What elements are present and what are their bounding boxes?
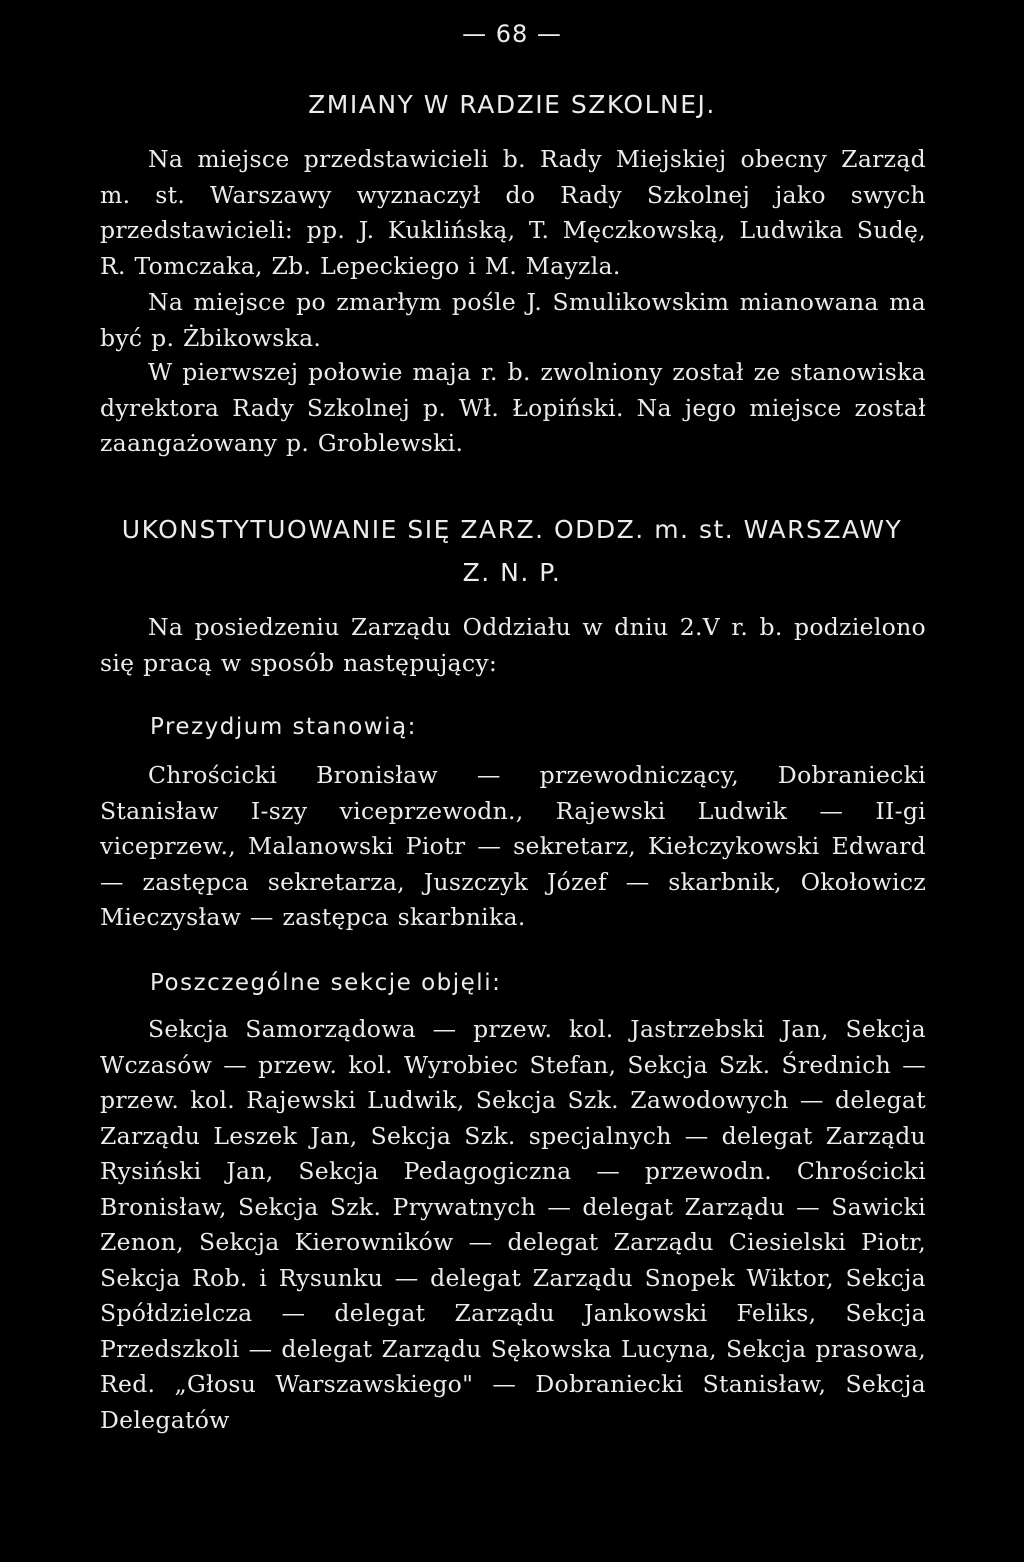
paragraph-text: W pierwszej połowie maja r. b. zwolniony został ze stanowiska dyrektora Rady Szkolnej p. Wł. Łopiński. Na jego miejsce został zaangażowany p. Groblewski. — [100, 358, 926, 457]
page-number: — 68 — — [462, 20, 562, 48]
paragraph-presidium-members — [100, 758, 926, 936]
paragraph-text: Sekcja Samorządowa — przew. kol. Jastrzebski Jan, Sekcja Wczasów — przew. kol. Wyrobiec Stefan, Sekcja Szk. Średnich — przew. kol. Rajewski Ludwik, Sekcja Szk. Zawodowych — delegat Zarządu Leszek Jan, Sekcja Szk. specjalnych — delegat Zarządu Rysiński Jan, Sekcja Pedagogiczna — przewodn. Chrościcki Bronisław, Sekcja Szk. Prywatnych — delegat Zarządu — Sawicki Zenon, Sekcja Kierowników — delegat Zarządu Ciesielski Piotr, Sekcja Rob. i Rysunku — delegat Zarządu Snopek Wiktor, Sekcja Spółdzielcza — delegat Zarządu Jankowski Feliks, Sekcja Przedszkoli — delegat Zarządu Sękowska Lucyna, Sekcja prasowa, Red. „Głosu Warszawskiego" — Dobraniecki Stanisław, Sekcja Delegatów — [100, 1015, 926, 1434]
paragraph-council-representatives — [100, 142, 926, 284]
paragraph-text: Na miejsce przedstawicieli b. Rady Miejskiej obecny Zarząd m. st. Warszawy wyznaczył do Rady Szkolnej jako swych przedstawicieli: pp. J. Kuklińską, T. Męczkowską, Ludwika Sudę, R. Tomczaka, Zb. Lepeckiego i M. Mayzla. — [100, 145, 926, 280]
section-heading-board-constitution: UKONSTYTUOWANIE SIĘ ZARZ. ODDZ. m. st. WARSZAWY — [121, 515, 903, 544]
sections-heading: Poszczególne sekcje objęli: — [150, 970, 502, 996]
section-heading-council-changes: ZMIANY W RADZIE SZKOLNEJ. — [308, 90, 716, 119]
paragraph-section-assignments — [100, 1012, 926, 1438]
paragraph-meeting-intro — [100, 610, 926, 681]
presidium-heading: Prezydjum stanowią: — [150, 714, 417, 740]
paragraph-text: Na miejsce po zmarłym pośle J. Smulikowskim mianowana ma być p. Żbikowska. — [100, 288, 926, 352]
paragraph-text: Na posiedzeniu Zarządu Oddziału w dniu 2.V r. b. podzielono się pracą w sposób następujący: — [100, 613, 926, 677]
section-heading-znp: Z. N. P. — [462, 558, 562, 587]
paragraph-smulikowski-replacement — [100, 285, 926, 356]
paragraph-director-change — [100, 355, 926, 462]
paragraph-text: Chrościcki Bronisław — przewodniczący, Dobraniecki Stanisław I-szy viceprzewodn., Rajewski Ludwik — II-gi viceprzew., Malanowski Piotr — sekretarz, Kiełczykowski Edward— zastępca sekretarza, Juszczyk Józef — skarbnik, Okołowicz Mieczysław — zastępca skarbnika. — [100, 761, 926, 931]
